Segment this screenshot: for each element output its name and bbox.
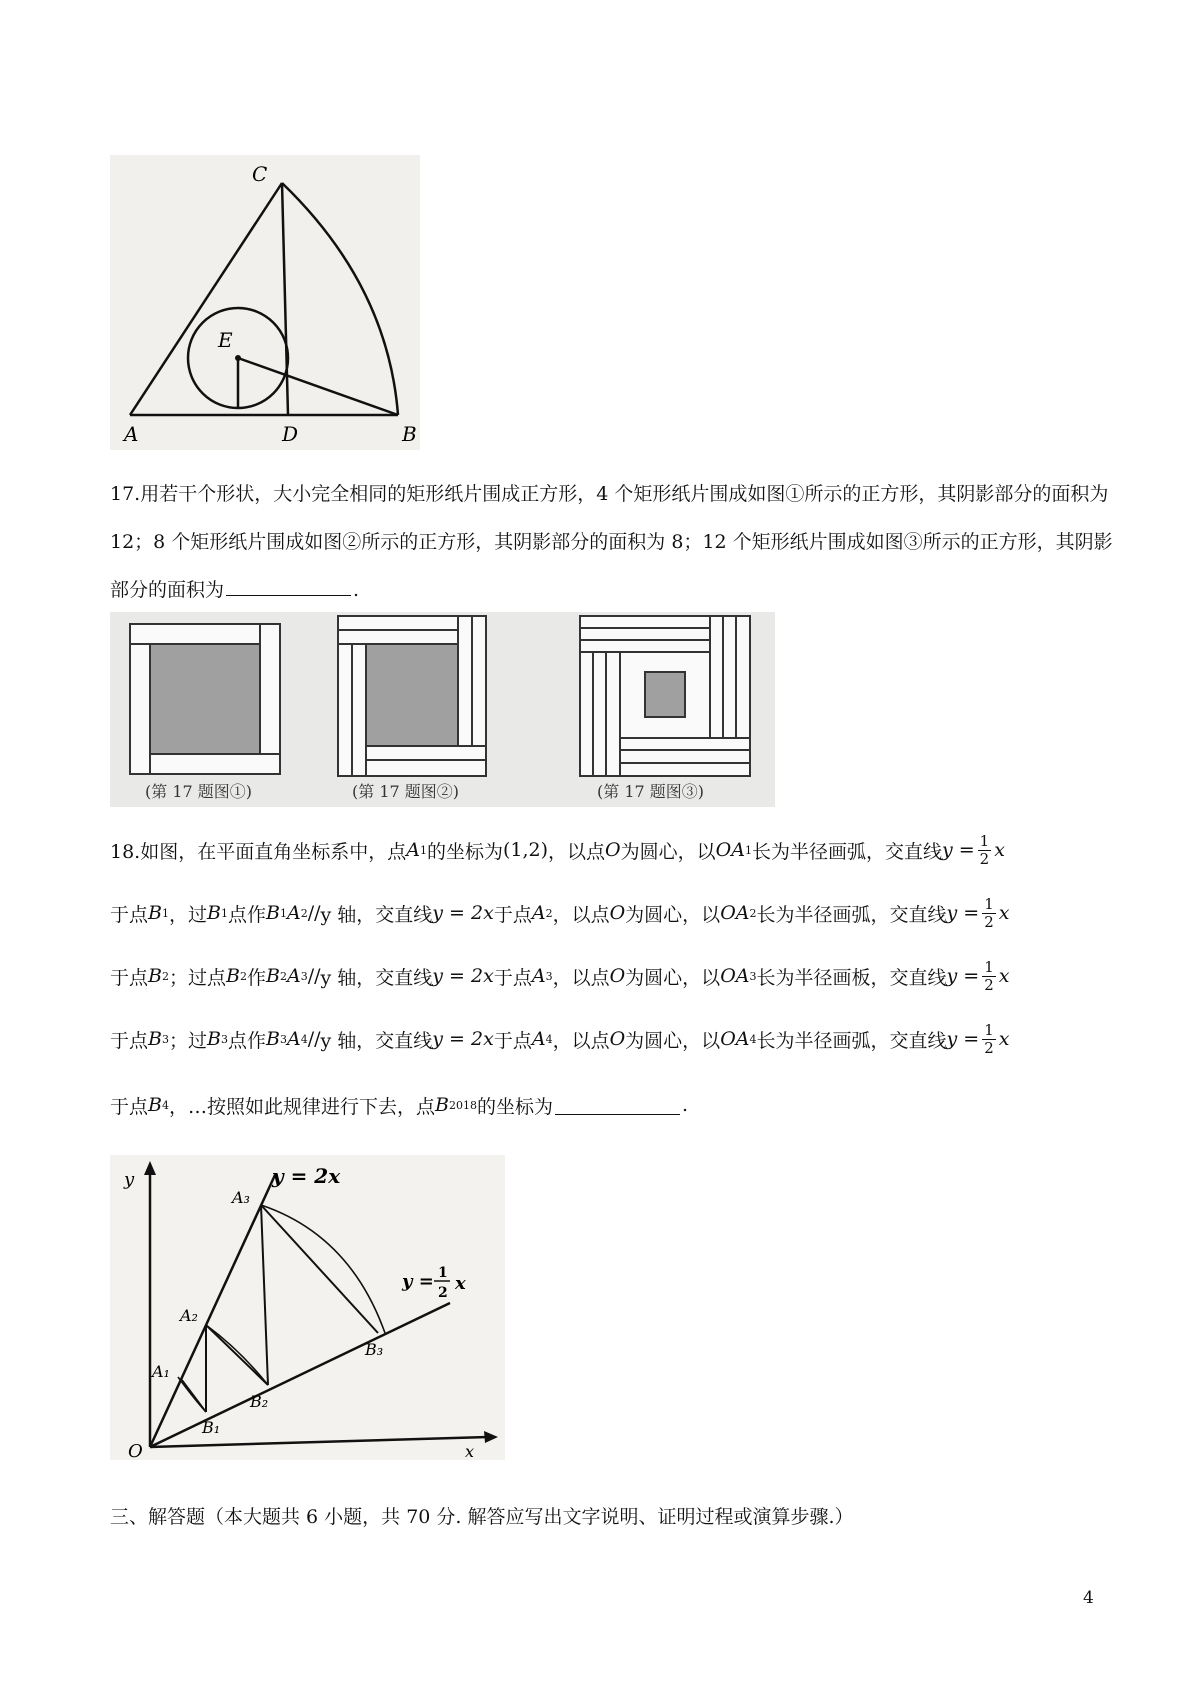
q18-line-1: 18.如图，在平面直角坐标系中，点 A 1 的坐标为 (1,2) ，以点 O 为圆心，以 O A 1 长为半径画弧，交直线 y = $\frac{1}{2}$ x <box>110 831 1005 868</box>
page-number: 4 <box>1083 1588 1094 1608</box>
caption-17-3: (第 17 题图③) <box>597 782 705 801</box>
line-half-num: 1 <box>438 1265 448 1281</box>
origin-label: O <box>128 1441 143 1460</box>
figure-18 <box>110 1155 505 1460</box>
answer-blank-18[interactable] <box>555 1096 680 1115</box>
question-17 <box>110 470 1120 614</box>
section-3-heading: 三、解答题（本大题共 6 小题，共 70 分. 解答应写出文字说明、证明过程或演算步骤.） <box>110 1506 854 1528</box>
label-B1: B₁ <box>202 1418 221 1437</box>
label-A2: A₂ <box>180 1306 198 1325</box>
answer-blank-17[interactable] <box>226 577 351 596</box>
figure-16 <box>110 155 420 450</box>
line-half-x: x <box>455 1273 466 1294</box>
label-B2: B₂ <box>250 1392 269 1411</box>
line-half-x-label: y = <box>402 1271 434 1292</box>
line-half-den: 2 <box>438 1285 448 1301</box>
label-A3: A₃ <box>232 1188 250 1207</box>
q18-line-3: 于点 B 2 ；过点 B 2 作 B 2 A 3 // y 轴，交直线 y = 2x 于点 A 3 ，以点 O 为圆心，以 O A 3 长为半径画板，交直线 y = $\frac{1}{2}$ x <box>110 957 1010 994</box>
label-B: B <box>402 422 417 446</box>
figure-17 <box>110 612 775 807</box>
label-B3: B₃ <box>365 1340 384 1359</box>
label-C: C <box>252 162 268 186</box>
caption-17-1: (第 17 题图①) <box>145 782 253 801</box>
figure-16-drawing <box>110 155 420 450</box>
figure-17-drawing <box>110 612 775 807</box>
label-D: D <box>282 422 299 446</box>
question-17-text: 17.用若干个形状，大小完全相同的矩形纸片围成正方形，4 个矩形纸片围成如图①所示的正方形，其阴影部分的面积为 12；8 个矩形纸片围成如图②所示的正方形，其阴影部分的面积为 8；12 个矩形纸片围成如图③所示的正方形，其阴影部分的面积为 <box>110 483 1113 601</box>
y-axis-label: y <box>124 1169 135 1190</box>
label-E: E <box>218 328 233 352</box>
q18-line-5: 于点 B 4 ，…按照如此规律进行下去，点 B 2018 的坐标为 . <box>110 1094 689 1118</box>
x-axis-label: x <box>465 1442 475 1460</box>
figure-18-drawing <box>110 1155 505 1460</box>
q18-line-2: 于点 B 1 ，过 B 1 点作 B 1 A 2 // y 轴，交直线 y = 2x 于点 A 2 ，以点 O 为圆心，以 O A 2 长为半径画弧，交直线 y = $\frac{1}{2}$ x <box>110 894 1010 931</box>
question-17-end: . <box>353 579 360 601</box>
caption-17-2: (第 17 题图②) <box>352 782 460 801</box>
label-A: A <box>124 422 139 446</box>
line-y2x-label: y = 2x <box>272 1164 341 1188</box>
label-A1: A₁ <box>152 1362 170 1381</box>
q18-line-4: 于点 B 3 ；过 B 3 点作 B 3 A 4 // y 轴，交直线 y = 2x 于点 A 4 ，以点 O 为圆心，以 O A 4 长为半径画弧，交直线 y = $\frac{1}{2}$ x <box>110 1020 1010 1057</box>
